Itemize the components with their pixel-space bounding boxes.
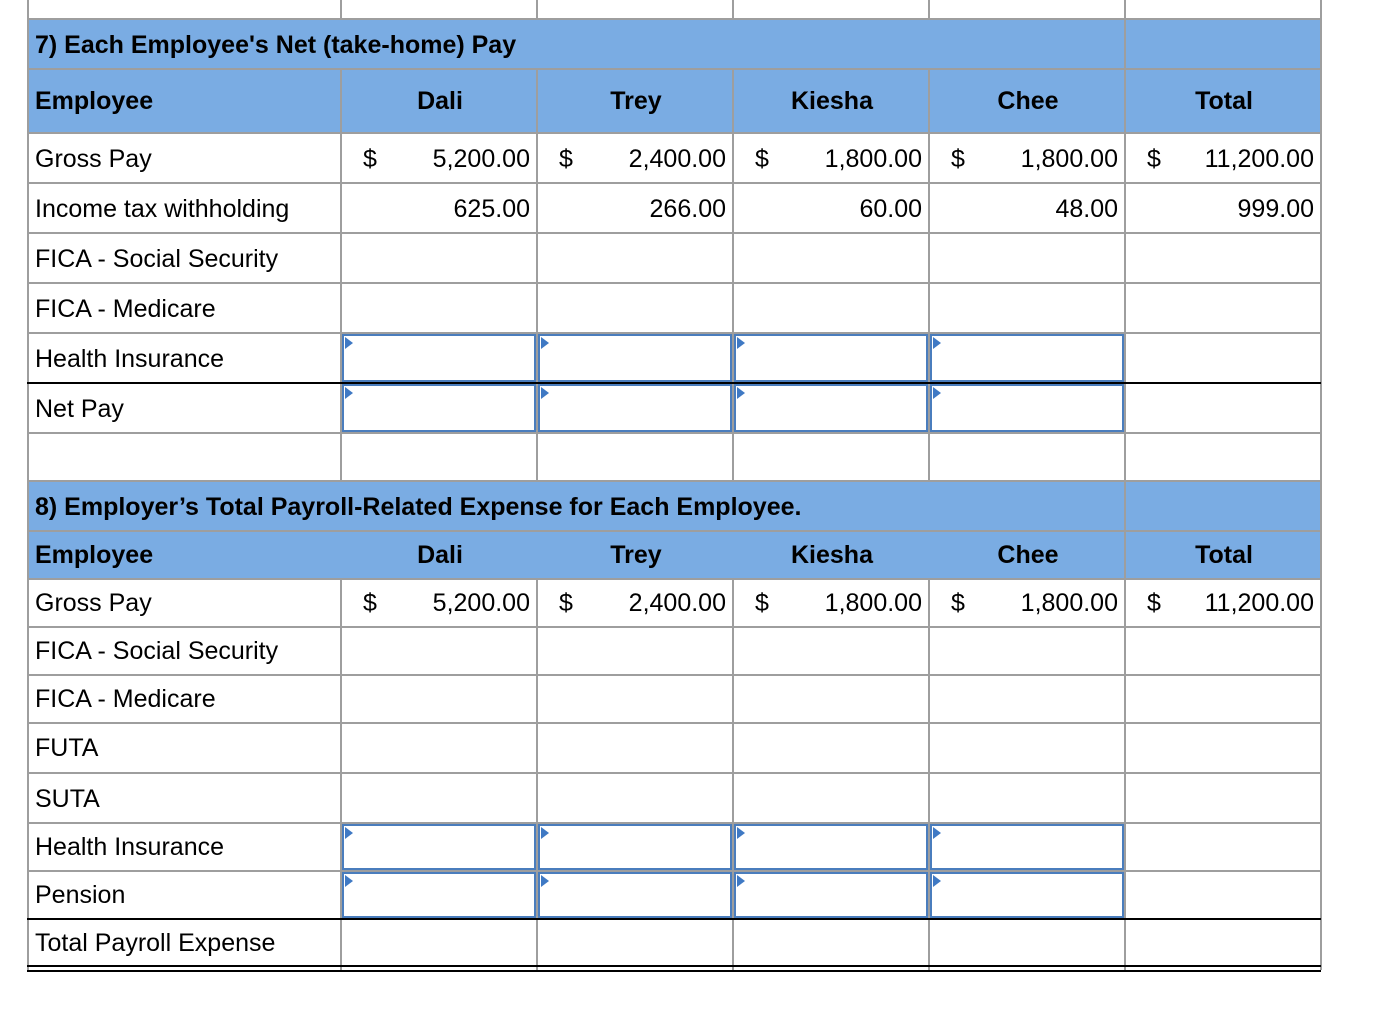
section7-header-kiesha: Kiesha: [791, 87, 873, 115]
row-label-health-insurance: Health Insurance: [35, 833, 225, 861]
input-health-insurance-chee[interactable]: [930, 824, 1124, 870]
input-pension-dali[interactable]: [342, 872, 536, 918]
section7-title: 7) Each Employee's Net (take-home) Pay: [35, 31, 517, 59]
row-label-fica-social-security: FICA - Social Security: [35, 245, 279, 273]
row-label-futa: FUTA: [35, 734, 99, 762]
grid-row-line: [27, 18, 1321, 20]
currency-symbol: $: [951, 589, 965, 617]
input-marker-icon: [345, 387, 353, 399]
currency-symbol: $: [1147, 145, 1161, 173]
row-label-gross-pay: Gross Pay: [35, 589, 152, 617]
input-health-insurance-chee[interactable]: [930, 334, 1124, 382]
input-marker-icon: [345, 827, 353, 839]
row-label-fica-social-security: FICA - Social Security: [35, 637, 279, 665]
currency-symbol: $: [755, 589, 769, 617]
section7-header-total: Total: [1195, 87, 1253, 115]
cell-gross-pay-chee[interactable]: 1,800.00: [1020, 589, 1118, 617]
section7-header-dali: Dali: [417, 87, 463, 115]
input-marker-icon: [541, 827, 549, 839]
cell-gross-pay-kiesha[interactable]: 1,800.00: [824, 589, 922, 617]
section7-header-employee: Employee: [35, 87, 154, 115]
grid-row-line: [27, 232, 1321, 234]
cell-gross-pay-kiesha[interactable]: 1,800.00: [824, 145, 922, 173]
grid-row-line: [27, 674, 1321, 676]
grid-col-line: [536, 0, 538, 20]
grid-col-line: [928, 0, 930, 20]
section8-header-chee: Chee: [997, 541, 1059, 569]
input-marker-icon: [541, 337, 549, 349]
input-marker-icon: [541, 387, 549, 399]
grid-row-line: [27, 432, 1321, 434]
grid-row-line: [27, 918, 1321, 920]
grid-col-line: [732, 0, 734, 20]
grid-row-line: [27, 772, 1321, 774]
grid-row-line: [27, 626, 1321, 628]
grid-row-line: [27, 132, 1321, 134]
cell-gross-pay-chee[interactable]: 1,800.00: [1020, 145, 1118, 173]
input-health-insurance-kiesha[interactable]: [734, 334, 928, 382]
input-health-insurance-dali[interactable]: [342, 824, 536, 870]
input-marker-icon: [737, 387, 745, 399]
cell-income-tax-kiesha[interactable]: 60.00: [859, 195, 922, 223]
input-marker-icon: [345, 875, 353, 887]
input-health-insurance-trey[interactable]: [538, 824, 732, 870]
section8-title: 8) Employer’s Total Payroll-Related Expense for Each Employee.: [35, 493, 802, 521]
input-pension-kiesha[interactable]: [734, 872, 928, 918]
currency-symbol: $: [363, 589, 377, 617]
cell-income-tax-trey[interactable]: 266.00: [649, 195, 726, 223]
input-marker-icon: [541, 875, 549, 887]
section8-header-trey: Trey: [610, 541, 662, 569]
currency-symbol: $: [559, 589, 573, 617]
input-pension-chee[interactable]: [930, 872, 1124, 918]
grid-row-line: [27, 722, 1321, 724]
input-pension-trey[interactable]: [538, 872, 732, 918]
grid-col-line: [1124, 0, 1126, 970]
input-marker-icon: [737, 337, 745, 349]
currency-symbol: $: [1147, 589, 1161, 617]
cell-income-tax-dali[interactable]: 625.00: [453, 195, 530, 223]
double-underline: [27, 965, 1321, 972]
row-label-health-insurance: Health Insurance: [35, 345, 225, 373]
row-label-pension: Pension: [35, 881, 126, 909]
section8-header-employee: Employee: [35, 541, 154, 569]
row-label-suta: SUTA: [35, 785, 100, 813]
cell-gross-pay-dali[interactable]: 5,200.00: [432, 145, 530, 173]
grid-col-line: [1320, 0, 1322, 970]
grid-row-line: [27, 282, 1321, 284]
input-marker-icon: [737, 827, 745, 839]
input-marker-icon: [933, 875, 941, 887]
section8-header-total: Total: [1195, 541, 1253, 569]
grid-row-line: [27, 68, 1321, 70]
currency-symbol: $: [951, 145, 965, 173]
input-net-pay-dali[interactable]: [342, 384, 536, 432]
input-health-insurance-dali[interactable]: [342, 334, 536, 382]
cell-gross-pay-trey[interactable]: 2,400.00: [628, 589, 726, 617]
cell-gross-pay-total[interactable]: 11,200.00: [1204, 589, 1314, 617]
cell-gross-pay-total[interactable]: 11,200.00: [1204, 145, 1314, 173]
cell-income-tax-chee[interactable]: 48.00: [1055, 195, 1118, 223]
cell-income-tax-total[interactable]: 999.00: [1237, 195, 1314, 223]
input-net-pay-trey[interactable]: [538, 384, 732, 432]
input-net-pay-chee[interactable]: [930, 384, 1124, 432]
currency-symbol: $: [363, 145, 377, 173]
grid-row-line: [27, 480, 1321, 482]
input-health-insurance-kiesha[interactable]: [734, 824, 928, 870]
grid-row-line: [27, 182, 1321, 184]
currency-symbol: $: [755, 145, 769, 173]
input-marker-icon: [345, 337, 353, 349]
row-label-fica-medicare: FICA - Medicare: [35, 685, 216, 713]
grid-col-line: [340, 0, 342, 20]
cell-gross-pay-dali[interactable]: 5,200.00: [432, 589, 530, 617]
input-marker-icon: [933, 387, 941, 399]
section8-header-kiesha: Kiesha: [791, 541, 873, 569]
row-label-total-payroll-expense: Total Payroll Expense: [35, 929, 276, 957]
input-marker-icon: [933, 337, 941, 349]
row-label-fica-medicare: FICA - Medicare: [35, 295, 216, 323]
input-health-insurance-trey[interactable]: [538, 334, 732, 382]
section7-header-chee: Chee: [997, 87, 1059, 115]
row-label-gross-pay: Gross Pay: [35, 145, 152, 173]
cell-gross-pay-trey[interactable]: 2,400.00: [628, 145, 726, 173]
section7-header-trey: Trey: [610, 87, 662, 115]
row-label-net-pay: Net Pay: [35, 395, 124, 423]
grid-row-line: [27, 530, 1321, 532]
input-marker-icon: [933, 827, 941, 839]
grid-col-line: [27, 0, 29, 970]
row-label-income-tax: Income tax withholding: [35, 195, 290, 223]
input-net-pay-kiesha[interactable]: [734, 384, 928, 432]
input-marker-icon: [737, 875, 745, 887]
section8-header-dali: Dali: [417, 541, 463, 569]
currency-symbol: $: [559, 145, 573, 173]
grid-row-line: [27, 578, 1321, 580]
